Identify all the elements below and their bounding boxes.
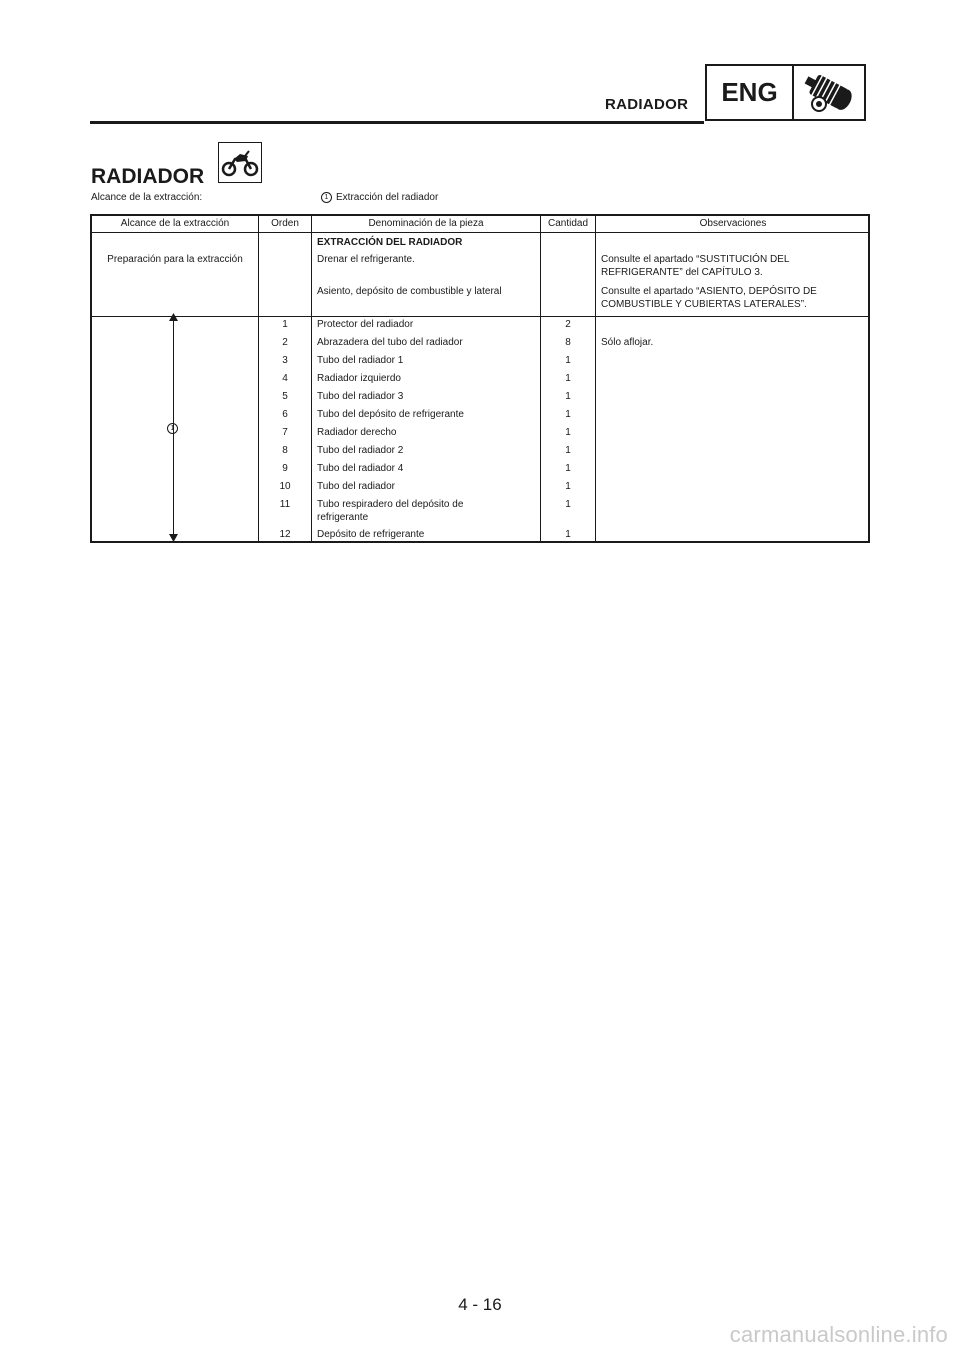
scope-marker: 1 [321, 192, 332, 203]
header-qty: Cantidad [547, 218, 589, 229]
prep-notes-line2: REFRIGERANTE” del CAPÍTULO 3. [601, 267, 763, 278]
scope-value-text: Extracción del radiador [336, 192, 439, 203]
row-qty: 1 [565, 355, 571, 366]
row-qty: 1 [565, 481, 571, 492]
scope-label: Alcance de la extracción: [91, 192, 203, 203]
range-arrow-up-icon [169, 313, 178, 321]
row-part: Tubo del radiador 4 [317, 463, 404, 474]
row-qty: 1 [565, 409, 571, 420]
row-part: Tubo del depósito de refrigerante [317, 409, 464, 420]
row-part: Tubo del radiador 2 [317, 445, 404, 456]
scope-value [321, 192, 438, 203]
row-part-line2: refrigerante [317, 512, 369, 523]
range-marker: 1 [167, 423, 178, 434]
row-order: 12 [279, 529, 291, 540]
row-qty: 1 [565, 529, 571, 540]
row-part: Radiador derecho [317, 427, 397, 438]
row-part: Radiador izquierdo [317, 373, 401, 384]
parts-table [90, 214, 870, 543]
row-part: Tubo del radiador 3 [317, 391, 404, 402]
section-divider [92, 316, 868, 317]
eng-label: ENG [707, 66, 794, 119]
prep-heading: EXTRACCIÓN DEL RADIADOR [317, 237, 463, 248]
row-part: Tubo respiradero del depósito de [317, 499, 464, 510]
row-part: Depósito de refrigerante [317, 529, 425, 540]
header-scope: Alcance de la extracción [120, 218, 230, 229]
row-order: 8 [282, 445, 288, 456]
watermark: carmanualsonline.info [729, 1322, 948, 1347]
eng-section-badge [705, 64, 866, 121]
row-order: 6 [282, 409, 288, 420]
row-part: Tubo del radiador 1 [317, 355, 404, 366]
row-order: 11 [279, 499, 291, 510]
row-qty: 1 [565, 391, 571, 402]
page-number: 4 - 16 [458, 1295, 502, 1314]
row-order: 10 [279, 481, 291, 492]
header-order: Orden [271, 218, 299, 229]
row-order: 3 [282, 355, 288, 366]
prep-notes-line1: Consulte el apartado “SUSTITUCIÓN DEL [601, 254, 790, 265]
header-notes: Observaciones [699, 218, 767, 229]
prep-notes-line2: COMBUSTIBLE Y CUBIERTAS LATERALES”. [601, 299, 807, 310]
row-notes: Sólo aflojar. [601, 337, 654, 348]
row-qty: 1 [565, 445, 571, 456]
row-order: 7 [282, 427, 288, 438]
row-order: 5 [282, 391, 288, 402]
row-part: Tubo del radiador [317, 481, 396, 492]
prep-part: Drenar el refrigerante. [317, 254, 415, 265]
engine-icon [794, 66, 864, 119]
range-arrow-down-icon [169, 534, 178, 542]
row-order: 9 [282, 463, 288, 474]
row-qty: 1 [565, 463, 571, 474]
row-order: 4 [282, 373, 288, 384]
prep-scope: Preparación para la extracción [107, 254, 243, 265]
row-qty: 2 [565, 319, 571, 330]
page-title: RADIADOR [91, 165, 205, 188]
row-part: Abrazadera del tubo del radiador [317, 337, 463, 348]
prep-notes-line1: Consulte el apartado “ASIENTO, DEPÓSITO DE [601, 286, 817, 297]
row-qty: 1 [565, 427, 571, 438]
row-order: 2 [282, 337, 288, 348]
section-title: RADIADOR [605, 96, 689, 113]
header-rule [90, 121, 704, 124]
header-divider [92, 232, 868, 233]
col-divider [595, 216, 596, 541]
prep-part: Asiento, depósito de combustible y lateral [317, 286, 502, 297]
motorcycle-icon [218, 142, 262, 183]
col-divider [311, 216, 312, 541]
row-qty: 8 [565, 337, 571, 348]
row-part: Protector del radiador [317, 319, 414, 330]
row-qty: 1 [565, 373, 571, 384]
row-qty: 1 [565, 499, 571, 510]
header-part: Denominación de la pieza [368, 218, 484, 229]
row-order: 1 [282, 319, 288, 330]
